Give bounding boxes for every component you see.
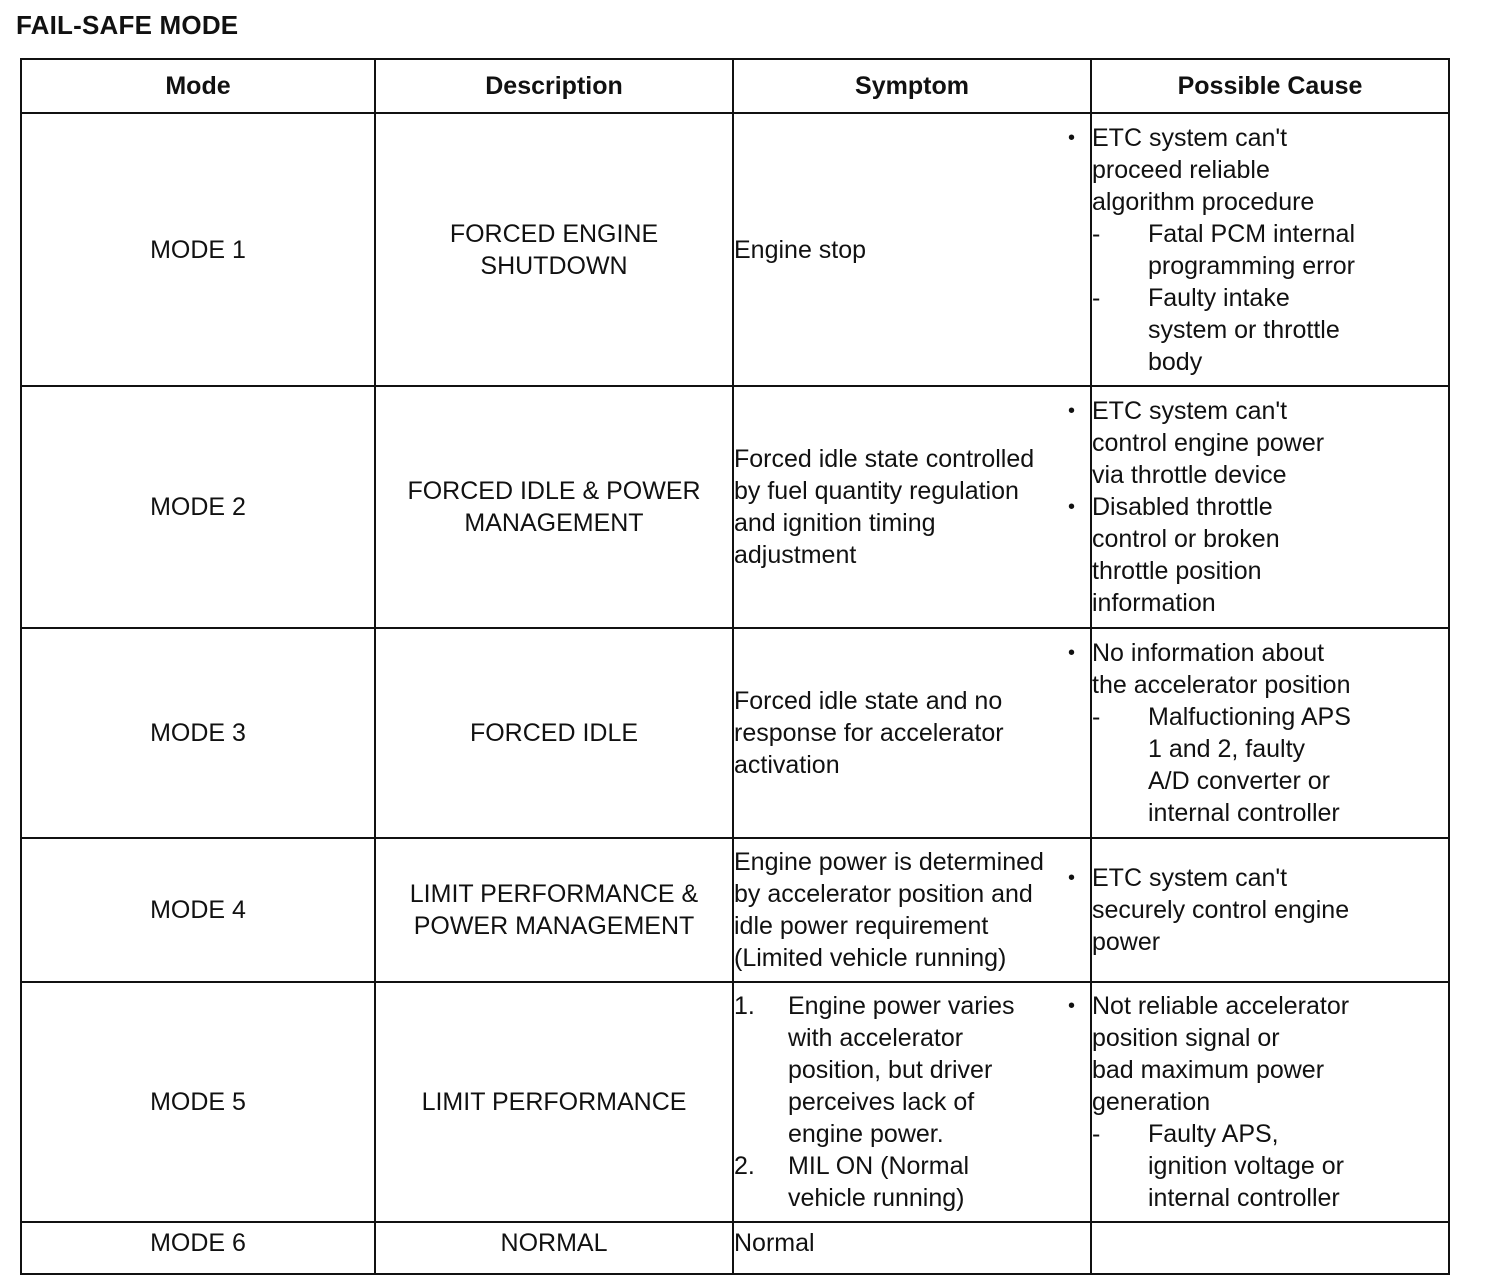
cause-line: control or broken [1092, 525, 1280, 553]
cause-subitem [1092, 218, 1448, 282]
cause-line: internal controller [1148, 1184, 1340, 1212]
symptom-cell [733, 838, 1091, 982]
symptom-line: activation [734, 751, 840, 779]
cause-item [1068, 637, 1448, 701]
bullet-icon: • [1068, 496, 1076, 518]
cause-line: system or throttle [1148, 315, 1340, 344]
symptom-line: vehicle running) [788, 1184, 965, 1212]
description-cell [375, 1222, 733, 1274]
description-line: POWER MANAGEMENT [413, 912, 695, 940]
table-row [21, 982, 1449, 1222]
symptom-line: adjustment [734, 541, 857, 569]
description-cell [375, 113, 733, 386]
symptom-line: with accelerator [788, 1024, 964, 1052]
cause-line: generation [1092, 1088, 1211, 1116]
cause-line: Malfuctioning APS [1148, 703, 1351, 731]
symptom-cell [733, 628, 1091, 838]
symptom-line: Forced idle state and no [734, 687, 1003, 715]
cause-line: ETC system can't [1092, 397, 1288, 425]
cause-line: power [1092, 928, 1161, 956]
cause-line: A/D converter or [1148, 767, 1331, 795]
description-cell [375, 386, 733, 628]
cause-line: securely control engine [1092, 896, 1350, 924]
header-mode: Mode [21, 59, 375, 113]
cause-line: Disabled throttle [1092, 493, 1273, 521]
dash-icon: - [1092, 283, 1101, 312]
table-row [21, 113, 1449, 386]
mode-cell: MODE 3 [21, 628, 375, 838]
cause-subitem [1092, 282, 1448, 378]
description-line: FORCED IDLE & POWER [407, 477, 701, 505]
symptom-line: by accelerator position and [734, 880, 1033, 908]
cause-item [1068, 862, 1448, 958]
description-line: FORCED ENGINE [449, 219, 659, 248]
description-line: MANAGEMENT [464, 509, 644, 537]
cause-line: programming error [1148, 251, 1356, 280]
symptom-numbered-item [734, 1150, 1090, 1214]
cause-cell [1068, 628, 1449, 838]
cause-cell [1068, 838, 1449, 982]
cause-line: via throttle device [1092, 461, 1287, 489]
symptom-line: and ignition timing [734, 509, 936, 537]
dash-icon: - [1092, 1120, 1101, 1148]
page-title: FAIL-SAFE MODE [16, 10, 239, 40]
description-cell [375, 838, 733, 982]
description-line: FORCED IDLE [469, 719, 639, 747]
table-header-row [21, 59, 1449, 113]
cause-line: No information about [1092, 639, 1325, 667]
mode-cell: MODE 5 [21, 982, 375, 1222]
table-row [21, 838, 1449, 982]
cause-line: body [1148, 347, 1203, 376]
description-line: LIMIT PERFORMANCE & [409, 880, 699, 908]
symptom-cell [733, 1222, 1091, 1274]
cause-line: throttle position [1092, 557, 1262, 585]
symptom-line: position, but driver [788, 1056, 993, 1084]
cause-line: Faulty intake [1148, 283, 1290, 312]
symptom-line: Forced idle state controlled [734, 445, 1035, 473]
cause-cell [1091, 1222, 1449, 1274]
description-cell [375, 628, 733, 838]
bullet-icon: • [1068, 400, 1076, 422]
mode-cell: MODE 4 [21, 838, 375, 982]
cause-subitem [1092, 701, 1448, 829]
cause-line: ETC system can't [1092, 123, 1288, 152]
table-row [21, 386, 1449, 628]
cause-cell [1068, 982, 1449, 1222]
description-line: LIMIT PERFORMANCE [421, 1088, 687, 1116]
cause-line: internal controller [1148, 799, 1340, 827]
cause-line: ETC system can't [1092, 864, 1288, 892]
cause-item [1068, 990, 1448, 1118]
cause-line: information [1092, 589, 1216, 617]
table-row [21, 1222, 1449, 1274]
symptom-cell [733, 982, 1091, 1222]
bullet-icon: • [1068, 995, 1076, 1017]
symptom-line: by fuel quantity regulation [734, 477, 1019, 505]
cause-line: 1 and 2, faulty [1148, 735, 1306, 763]
cause-subitem [1092, 1118, 1448, 1214]
symptom-line: engine power. [788, 1120, 944, 1148]
cause-line: ignition voltage or [1148, 1152, 1344, 1180]
header-description: Description [375, 59, 733, 113]
item-number: 1. [734, 992, 755, 1020]
description-cell [375, 982, 733, 1222]
symptom-line: Engine stop [734, 235, 867, 264]
cause-cell [1068, 386, 1449, 628]
symptom-numbered-item [734, 990, 1090, 1150]
bullet-icon: • [1068, 126, 1076, 149]
item-number: 2. [734, 1152, 755, 1180]
cause-line: Faulty APS, [1148, 1120, 1279, 1148]
symptom-line: (Limited vehicle running) [734, 944, 1007, 972]
dash-icon: - [1092, 219, 1101, 248]
cause-line: algorithm procedure [1092, 187, 1315, 216]
fail-safe-table [20, 58, 1450, 1275]
dash-icon: - [1092, 703, 1101, 731]
bullet-icon: • [1068, 867, 1076, 889]
cause-line: Not reliable accelerator [1092, 992, 1350, 1020]
mode-cell: MODE 1 [21, 113, 375, 386]
symptom-line: Normal [734, 1229, 815, 1257]
symptom-line: idle power requirement [734, 912, 989, 940]
bullet-icon: • [1068, 642, 1076, 664]
cause-line: control engine power [1092, 429, 1325, 457]
cause-line: proceed reliable [1092, 155, 1270, 184]
table-row [21, 628, 1449, 838]
cause-line: Fatal PCM internal [1148, 219, 1356, 248]
mode-cell: MODE 6 [21, 1222, 375, 1274]
header-possible-cause: Possible Cause [1091, 59, 1449, 113]
description-line: SHUTDOWN [480, 251, 628, 280]
description-line: NORMAL [500, 1229, 608, 1257]
symptom-line: perceives lack of [788, 1088, 975, 1116]
symptom-line: MIL ON (Normal [788, 1152, 970, 1180]
cause-item [1068, 122, 1448, 218]
symptom-line: response for accelerator [734, 719, 1004, 747]
cause-item [1068, 491, 1448, 619]
symptom-line: Engine power is determined [734, 848, 1044, 876]
cause-cell [1068, 113, 1449, 386]
header-symptom: Symptom [733, 59, 1091, 113]
cause-line: position signal or [1092, 1024, 1280, 1052]
symptom-cell [733, 386, 1091, 628]
cause-line: the accelerator position [1092, 671, 1351, 699]
symptom-cell [733, 113, 1091, 386]
cause-line: bad maximum power [1092, 1056, 1325, 1084]
cause-item [1068, 395, 1448, 491]
symptom-line: Engine power varies [788, 992, 1015, 1020]
mode-cell: MODE 2 [21, 386, 375, 628]
